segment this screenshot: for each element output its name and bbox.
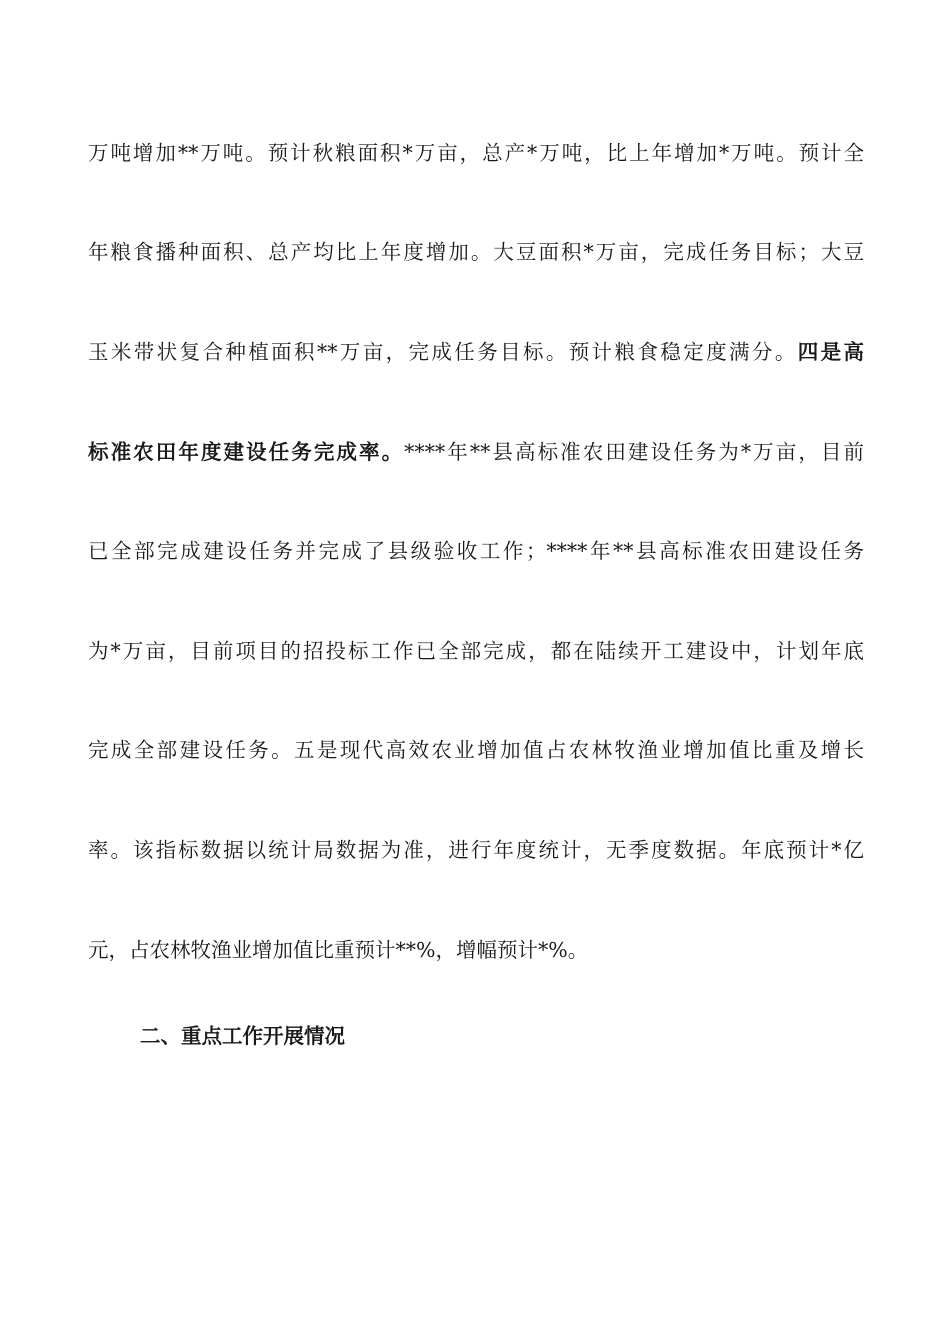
paragraph-line-8 bbox=[88, 836, 864, 864]
line-3-text: 玉米带状复合种植面积**万亩，完成任务目标。预计粮食稳定度满分。 bbox=[88, 340, 798, 364]
line-4-bold-text: 标准农田年度建设任务完成率。 bbox=[88, 440, 405, 464]
line-8-text: 率。该指标数据以统计局数据为准，进行年度统计，无季度数据。年底预计*亿 bbox=[88, 838, 864, 862]
line-4-text: ****年**县高标准农田建设任务为*万亩，目前 bbox=[404, 440, 865, 464]
line-5-text: 已全部完成建设任务并完成了县级验收工作；****年**县高标准农田建设任务 bbox=[88, 539, 864, 563]
paragraph-line-5 bbox=[88, 537, 864, 565]
line-1-text: 万吨增加**万吨。预计秋粮面积*万亩，总产*万吨，比上年增加*万吨。预计全 bbox=[88, 141, 864, 165]
line-7-text: 完成全部建设任务。五是现代高效农业增加值占农林牧渔业增加值比重及增长 bbox=[88, 738, 864, 762]
paragraph-line-7 bbox=[88, 736, 864, 764]
line-9-text: 元，占农林牧渔业增加值比重预计**%，增幅预计*%。 bbox=[88, 938, 589, 962]
paragraph-line-6 bbox=[88, 637, 864, 665]
line-2-text: 年粮食播种面积、总产均比上年度增加。大豆面积*万亩，完成任务目标；大豆 bbox=[88, 240, 864, 264]
paragraph-line-3 bbox=[88, 338, 864, 366]
paragraph-line-1 bbox=[88, 139, 864, 167]
section-heading: 二、重点工作开展情况 bbox=[140, 1024, 345, 1048]
paragraph-line-2 bbox=[88, 238, 864, 266]
paragraph-line-9 bbox=[88, 936, 864, 964]
paragraph-line-4 bbox=[88, 438, 864, 466]
line-6-text: 为*万亩，目前项目的招投标工作已全部完成，都在陆续开工建设中，计划年底 bbox=[88, 639, 864, 663]
line-3-bold-text: 四是高 bbox=[797, 340, 865, 364]
